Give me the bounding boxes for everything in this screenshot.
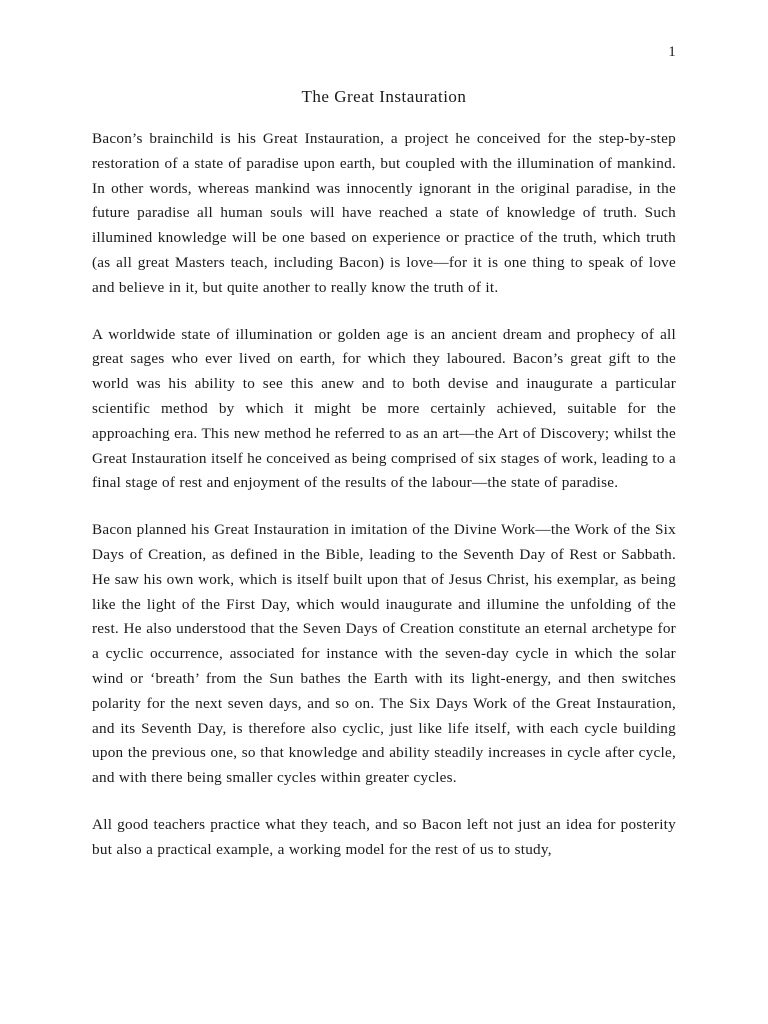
paragraph: Bacon planned his Great Instauration in imitation of the Divine Work—the Work of the Six Days of Creation, as defined in the Bible, leading to the Seventh Day of Rest or Sabbath. He saw his own work, which is itself built upon that of Jesus Christ, his exemplar, as being like the light of the First Day, which would inaugurate and illumine the unfolding of the rest. He also understood that the Seven Days of Creation constitute an eternal archetype for a cyclic occurrence, associated for instance with the seven-day cycle in which the solar wind or ‘breath’ from the Sun bathes the Earth with its light-energy, and then switches polarity for the next seven days, and so on. The Six Days Work of the Great Instauration, and its Seventh Day, is therefore also cyclic, just like life itself, with each cycle building upon the previous one, so that knowledge and ability steadily increases in cycle after cycle, and with there being smaller cycles within greater cycles. [92,521,676,787]
paragraph: All good teachers practice what they teach, and so Bacon left not just an idea for posterity but also a practical example, a working model for the rest of us to study, [92,815,676,858]
paragraph: A worldwide state of illumination or golden age is an ancient dream and prophecy of all great sages who ever lived on earth, for which they laboured. Bacon’s great gift to the world was his ability to see this anew and to both devise and inaugurate a particular scientific method by which it might be more certainly achieved, suitable for the approaching era. This new method he referred to as an art—the Art of Discovery; whilst the Great Instauration itself he conceived as being comprised of six stages of work, leading to a final stage of rest and enjoyment of the results of the labour—the state of paradise. [92,325,676,492]
paragraph: Bacon’s brainchild is his Great Instauration, a project he conceived for the step-by-step restoration of a state of paradise upon earth, but coupled with the illumination of mankind. In other words, whereas mankind was innocently ignorant in the original paradise, in the future paradise all human souls will have reached a state of knowledge of truth. Such illumined knowledge will be one based on experience or practice of the truth, which truth (as all great Masters teach, including Bacon) is love—for it is one thing to speak of love and believe in it, but quite another to really know the truth of it. [92,130,676,296]
document-body [92,127,676,885]
document-title: The Great Instauration [301,87,467,106]
page-number: 1 [668,44,676,60]
